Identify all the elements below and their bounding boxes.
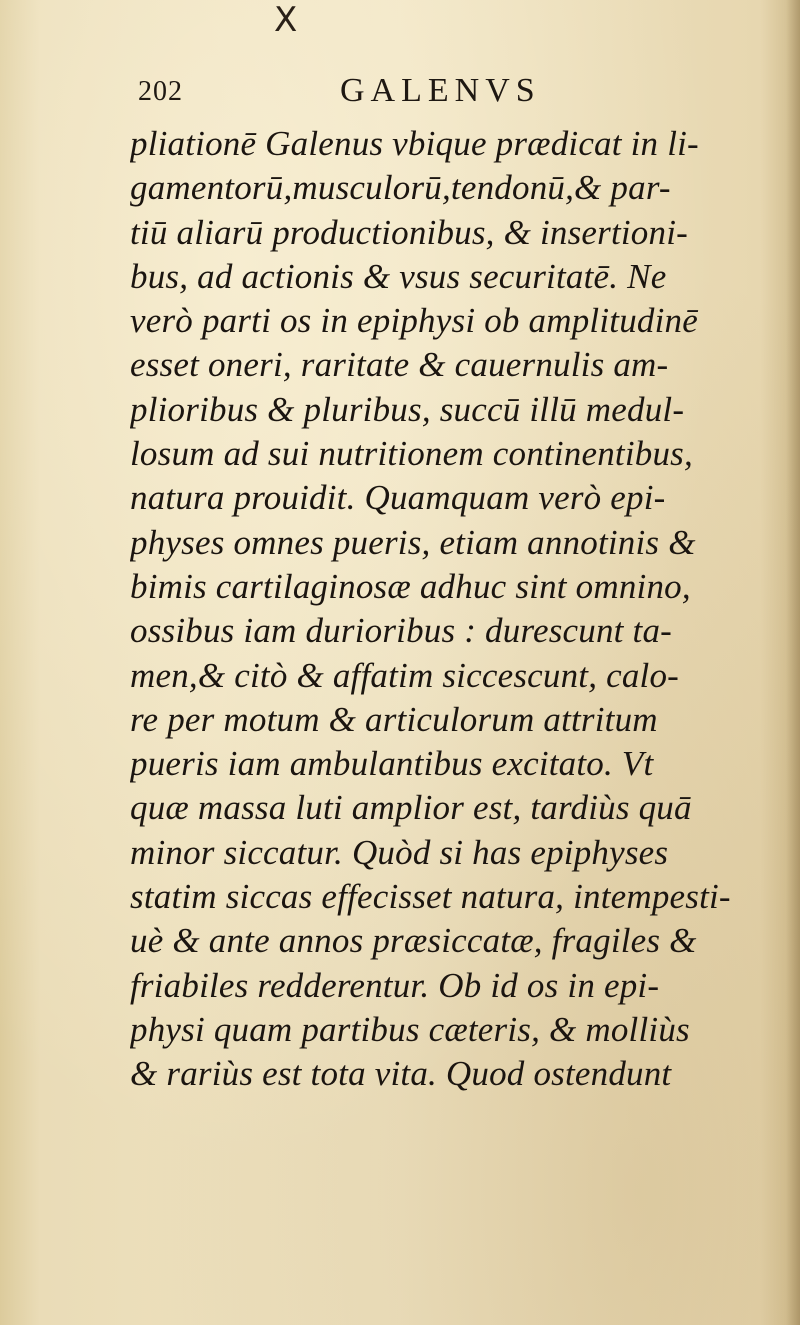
text-line-17: minor siccatur. Quòd si has epiphyses [130,832,669,872]
text-line-20: friabiles redderentur. Ob id os in epi- [130,965,660,1005]
text-line-21: physi quam partibus cæteris, & molliùs [130,1009,690,1049]
text-line-8: losum ad sui nutritionem continentibus, [130,434,693,474]
text-line-6: esset oneri, raritate & cauernulis am- [130,345,669,385]
text-line-2: gamentorū,musculorū,tendonū,& par- [130,168,671,208]
text-line-15: pueris iam ambulantibus excitato. Vt [130,744,654,784]
top-margin-mark: X [274,0,298,40]
text-line-9: natura prouidit. Quamquam verò epi- [130,478,666,518]
text-line-7: plioribus & pluribus, succū illū medul- [130,389,685,429]
page-number: 202 [138,76,183,107]
running-head: GALENVS [340,72,541,109]
text-line-12: ossibus iam durioribus : durescunt ta- [130,611,673,651]
page-header [138,72,758,122]
text-line-5: verò parti os in epiphysi ob amplitudinē [130,301,698,341]
text-line-10: physes omnes pueris, etiam annotinis & [130,522,696,562]
text-line-3: tiū aliarū productionibus, & insertioni- [130,212,688,252]
text-line-22: & rariùs est tota vita. Quod ostendunt [130,1054,672,1094]
text-line-14: re per motum & articulorum attritum [130,699,658,739]
text-line-4: bus, ad actionis & vsus securitatē. Ne [130,256,667,296]
text-line-11: bimis cartilaginosæ adhuc sint omnino, [130,566,691,606]
text-line-13: men,& citò & affatim siccescunt, calo- [130,655,680,695]
text-line-1: pliationē Galenus vbique prædicat in li- [130,124,699,163]
text-line-16: quæ massa luti amplior est, tardiùs quā [130,788,692,828]
body-text [130,122,770,1097]
text-line-19: uè & ante annos præsiccatæ, fragiles & [130,921,697,961]
page-edge-shadow [786,0,800,1325]
text-line-18: statim siccas effecisset natura, intempesti- [130,877,731,917]
